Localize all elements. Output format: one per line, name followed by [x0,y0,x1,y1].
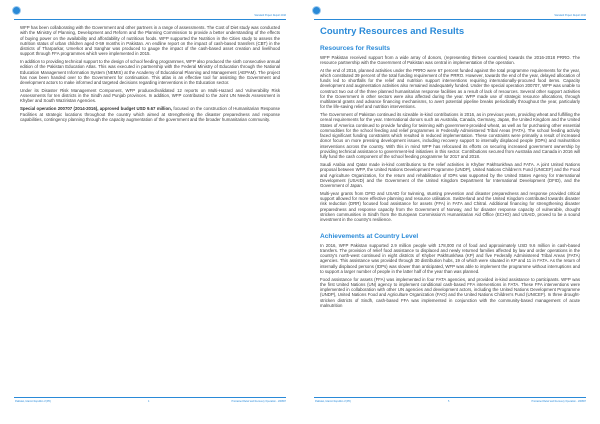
paragraph: Multi-year grants from DFID and USAID for twinning, stunting prevention and disaster preparedness and response provided critical support allowed for more effective planning and resource utilisation. Switzerland and the United Kingdom contributed towards disaster risk reduction (DRR) focused food assistance for assets (FFA) in FATA and Chitral. Additional financing for strengthening disaster preparedness and response capacity from the Government of Norway, and for disaster response capacity of vulnerable, drought stricken communities in Sindh from the European Commission's Humanitarian Aid Office (ECHO) and USAID, proved to be a sound investment in the country's resilience. [320,190,580,223]
paragraph: In 2016, WFP Pakistan supported 2.9 million people with 178,000 mt of food and approximately USD 9.6 million in cash-based transfers. The provision of relief food assistance to displaced and newly returned families affected by law and order operations in the country's north-west continued in eight districts of Khyber Pakhtunkhwa (KP) and five Federally Administered Tribal Areas (FATA) agencies. This assistance was provided through 30 distribution hubs, 19 of which were situated in KP and 11 in FATA. As the return of internally displaced persons (IDPs) was slower than anticipated, WFP was able to implement the programme without interruptions and to support a larger number of people in the latter half of the year than was planned. [320,242,580,274]
paragraph: The Government of Pakistan continued its sizeable in-kind contributions in 2016, as in previous years, providing wheat and fulfilling the cereal requirements for the year. International donors such as Australia, Canada, Germany, Japan, the United Kingdom and the United States of America continued to provide funding for twinning with government-provided wheat, as well as for purchasing other essential commodities for the school feeding and relief programmes in Federally Administered Tribal Areas (FATA). The school feeding activity faced significant funding constraints which resulted in reduced implementation. These constraints were primarily a result of increased donor focus on more pressing development issues, including recovery support to internally displaced people (IDPs) and malnutrition interventions across the country. With this in mind WFP has refocused its efforts on securing increased government ownership by providing technical assistance to government-led initiatives in this sector. Contributions secured from Australia and Canada in 2016 will fully fund the cash component of the school feeding programme for 2017 and 2018. [320,112,580,160]
special-operation-bold: Special operation 200707 (2014-2016), approved budget USD 9.67 million, [20,106,173,112]
page-number: 5 [448,400,450,403]
section-heading-achievements: Achievements at Country Level [320,233,419,241]
footer-divider [14,397,286,398]
page-title: Country Resources and Results [320,26,465,37]
paragraph: WFP Pakistan received support from a wide array of donors, (representing thirteen countries) towards the 2016-2018 PRRO. The resource partnership with the Government of Pakistan was central in implementation of the operation. [320,54,580,65]
paragraph: In addition to providing technical support to the design of school feeding programmes, WFP also produced the sixth consecutive annual edition of the Pakistan Education Atlas. This was executed in partnership with the Federal Ministry of Education through the National Education Management Information System (NEMIS) at the Academy of Educational Planning and Management (AEPAM). The project has now been handed over to the Government for continuation. This atlas is an effective tool for assisting the Government and development actors to make informed and targeted decisions regarding interventions in the Education sector. [20,59,280,86]
paragraph: At the end of 2016, planned activities under the PRRO were 67 percent funded against the total programme requirements for the year, which constituted 39 percent of the total funding requirement of the PRRO. However, towards the end of the year, delayed allocation of funds led to shortfalls for the relief and nutrition support interventions requiring internationally-procured food items. Capacity development and augmentation activities also remained inadequately funded. Under the special operation 200707, WFP was unable to construct two out of the three planned humanitarian response facilities as a result of lack of resources. Several other support activities for the Government in other sectors were also affected during the year. WFP made use of strategic resource allocations, through multilateral grants and advance financing mechanisms, to avert potential pipeline breaks periodically throughout the year, particularly for the life-saving relief and nutrition interventions. [320,67,580,110]
header-divider [14,19,286,20]
paragraph: Under its Disaster Risk Management Component, WFP produced/validated 12 reports on Multi-Hazard and Vulnerability Risk Assessments for ten districts in the Sindh and Punjab provinces. In addition, WFP contributed to the Joint UN Needs Assessment in Khyber and South Waziristan Agencies. [20,87,280,104]
wfp-logo-icon [312,6,321,15]
section-heading-resources: Resources for Results [320,45,390,53]
footer-left: Pakistan, Islamic Republic of (PK) [15,400,52,403]
special-operation-text: focused on the construction of Humanitarian Response Facilities at strategic locations throughout the country which aimed at strengthening the disaster preparedness and response capabilities, contingency planning through the capacity augmentation of the government and the broader humanitarian community. [20,106,280,122]
paragraph: Food assistance for assets (FFA) was implemented in four FATA agencies, and provided in-kind assistance to participants. WFP was the first United Nations (UN) agency to implement conditional cash-based FFA interventions in FATA. These FFA interventions were implemented in collaboration with other UN agencies and development actors, including the United Nations Development Programme (UNDP), United Nations Food and Agriculture Organization (FAO) and the United Nations Children's Fund (UNICEF). In three drought-stricken districts of Sindh, cash-based FFA was implemented in conjunction with the community-based management of acute malnutrition [320,276,580,308]
footer-right: Protracted Relief and Recovery Operation - 200867 [531,400,586,403]
page-header: Standard Project Report 2016 [254,14,286,17]
footer-right: Protracted Relief and Recovery Operation - 200867 [231,400,286,403]
wfp-logo-icon [12,6,21,15]
paragraph-special-operation [20,106,280,122]
paragraph: WFP has been collaborating with the Government and other partners in a range of assessments. The Cost of Diet study was conducted with the Ministry of Planning, Development and Reform and the Planning Commission to provide a better understanding of the effects of buying power on the availability and affordability of nutritious foods. WFP supported the Nutrition in the Cities study to assess the nutrition status of urban children aged 0-59 months in Pakistan. An endline report on the impact of cash-based transfers (CBT) in the districts of Tharparkar, Umerkot and Sanghar was produced to gauge the impact of the cash-based asset creation and livelihood support through FFA programmes which were implemented in 2015. [20,25,280,57]
page-header: Standard Project Report 2016 [554,14,586,17]
right-page [300,0,600,424]
paragraph: Saudi Arabia and Qatar made in-kind contributions to the relief activities in Khyber Pakhtunkhwa and FATA. A joint United Nations proposal between WFP, the United Nations Development Programme (UNDP), United Nations Children's Fund (UNICEF) and the Food and Agriculture Organization, for the return and rehabilitation of IDPs was supported by the United States Agency for International Development (USAID) and the Government of the United Kingdom Department for International Development (DFID), and the Government of Japan. [320,162,580,189]
header-divider [314,19,586,20]
footer-divider [314,397,586,398]
footer-left: Pakistan, Islamic Republic of (PK) [315,400,352,403]
page-number: 4 [148,400,150,403]
right-body [320,26,580,311]
left-body [20,25,280,125]
